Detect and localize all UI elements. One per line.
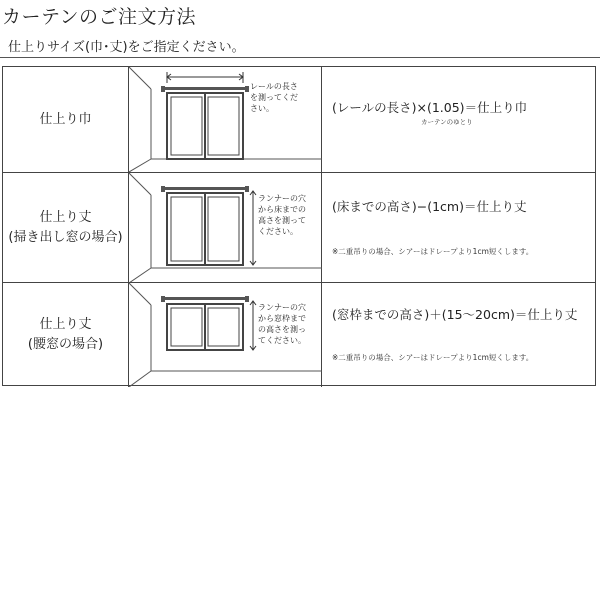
formula-cell: [322, 67, 595, 172]
row-label-line: (掃き出し窓の場合): [8, 230, 123, 245]
table-row-width: [3, 67, 595, 172]
formula-cell: [322, 283, 595, 387]
measure-instruction: レールの長さ を測ってくだ さい。: [250, 82, 298, 113]
page-subtitle: 仕上りサイズ(巾･丈)をご指定ください。: [8, 40, 245, 55]
row-label-cell: [3, 283, 129, 387]
row-label-line: 仕上り巾: [39, 111, 92, 127]
double-hang-note: ※二重吊りの場合、シアーはドレープより1cm短くします。: [332, 247, 534, 256]
measure-instruction: ランナーの穴 から窓枠まで の高さを測っ てください。: [258, 303, 306, 345]
window-diagram-waist: [129, 283, 322, 387]
window-diagram-floor: [129, 173, 322, 283]
allowance-note: カーテンのゆとり: [421, 118, 473, 126]
subtitle-divider: [0, 57, 600, 58]
row-label-cell: [3, 173, 129, 283]
page-title: カーテンのご注文方法: [2, 6, 197, 28]
measure-instruction: ランナーの穴 から床までの 高さを測って ください。: [258, 194, 306, 236]
row-label-cell: [3, 67, 129, 172]
width-formula: (レールの長さ)×(1.05)＝仕上り巾: [332, 100, 528, 115]
formula-cell: [322, 173, 595, 283]
length-formula: (窓枠までの高さ)＋(15〜20cm)＝仕上り丈: [332, 307, 578, 322]
table-row-length-floor: [3, 172, 595, 283]
row-label-line: 仕上り丈: [39, 210, 92, 225]
length-formula: (床までの高さ)−(1cm)＝仕上り丈: [332, 199, 527, 214]
window-diagram-width: [129, 67, 322, 172]
double-hang-note: ※二重吊りの場合、シアーはドレープより1cm短くします。: [332, 353, 534, 362]
measurement-table: [2, 66, 596, 386]
row-label-line: (腰窓の場合): [27, 337, 104, 352]
row-label-line: 仕上り丈: [39, 317, 92, 332]
table-row-length-waist: [3, 282, 595, 387]
